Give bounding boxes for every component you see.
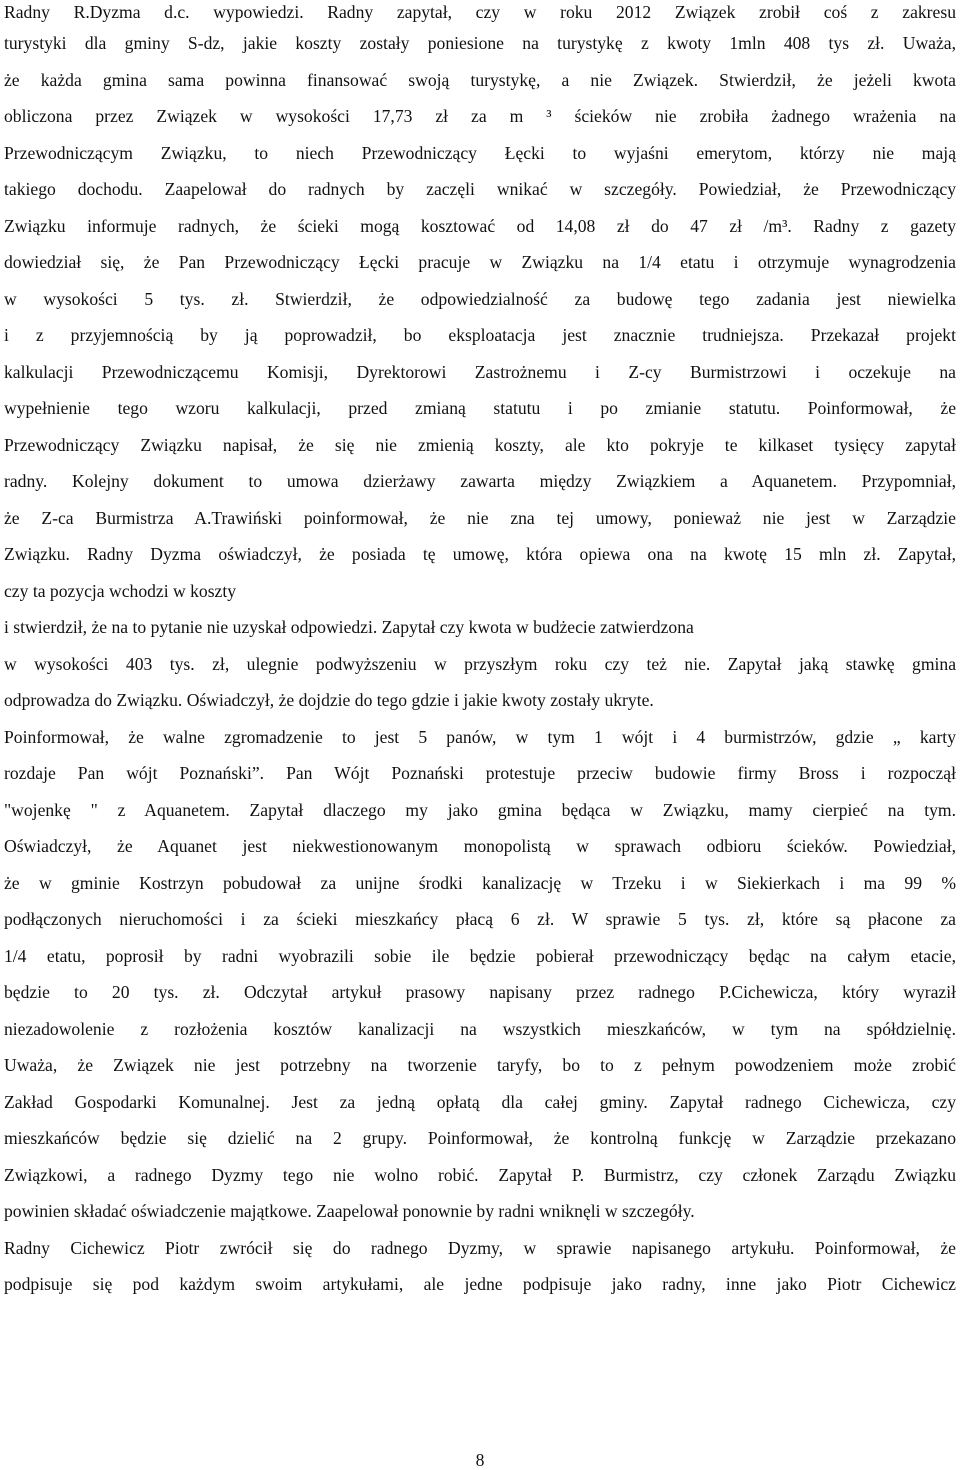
- text-line: że w gminie Kostrzyn pobudował za unijne środki kanalizację w Trzeku i w Siekierkach i ma 99 %: [4, 872, 956, 893]
- text-line: kalkulacji Przewodniczącemu Komisji, Dyrektorowi Zastrożnemu i Z-cy Burmistrzowi i oczekuje na: [4, 361, 956, 382]
- text-line: Uważa, że Związek nie jest potrzebny na tworzenie taryfy, bo to z pełnym powodzeniem może zrobić: [4, 1055, 956, 1075]
- text-line: powinien składać oświadczenie majątkowe. Zaapelował ponownie by radni wniknęli w szczegóły.: [4, 1201, 695, 1221]
- text-line: wypełnienie tego wzoru kalkulacji, przed zmianą statutu i po zmianie statutu. Poinformował, że: [4, 398, 956, 418]
- text-line: dowiedział się, że Pan Przewodniczący Łęcki pracuje w Związku na 1/4 etatu i otrzymuje wynagrodzenia: [4, 252, 956, 272]
- text-line: Radny Cichewicz Piotr zwrócił się do radnego Dyzmy, w sprawie napisanego artykułu. Poinformował, że: [4, 1237, 956, 1258]
- text-line: Przewodniczącym Związku, to niech Przewodniczący Łęcki to wyjaśni emerytom, którzy nie mają: [4, 142, 956, 163]
- text-line: mieszkańców będzie się dzielić na 2 grupy. Poinformował, że kontrolną funkcję w Zarządzie przekazano: [4, 1128, 956, 1148]
- text-line: niezadowolenie z rozłożenia kosztów kanalizacji na wszystkich mieszkańców, w tym na spółdzielnię.: [4, 1018, 956, 1039]
- text-line: i z przyjemnością by ją poprowadził, bo eksploatacja jest znacznie trudniejsza. Przekazał projekt: [4, 325, 956, 345]
- text-line: 1/4 etatu, poprosił by radni wyobrazili sobie ile będzie pobierał przewodniczący będąc na całym etacie,: [4, 945, 956, 966]
- text-line: podpisuje się pod każdym swoim artykułami, ale jedne podpisuje jako radny, inne jako Piotr Cichewicz: [4, 1274, 956, 1294]
- text-line: obliczona przez Związek w wysokości 17,73 zł za m ³ ścieków nie zrobiła żadnego wrażenia na: [4, 106, 956, 126]
- text-line: będzie to 20 tys. zł. Odczytał artykuł prasowy napisany przez radnego P.Cichewicza, który wyraził: [4, 982, 956, 1002]
- text-line: Poinformował, że walne zgromadzenie to jest 5 panów, w tym 1 wójt i 4 burmistrzów, gdzie „ karty: [4, 726, 956, 747]
- text-line: odprowadza do Związku. Oświadczył, że dojdzie do tego gdzie i jakie kwoty zostały ukryte.: [4, 690, 654, 710]
- text-line: Oświadczył, że Aquanet jest niekwestionowanym monopolistą w sprawach odbioru ścieków. Powiedział,: [4, 836, 956, 856]
- text-line: Związkowi, a radnego Dyzmy tego nie wolno robić. Zapytał P. Burmistrz, czy członek Zarządu Związku: [4, 1164, 956, 1185]
- text-line: turystyki dla gminy S-dz, jakie koszty zostały poniesione na turystykę z kwoty 1mln 408 tys zł. Uważa,: [4, 33, 956, 53]
- text-line: że Z-ca Burmistrza A.Trawiński poinformował, że nie zna tej umowy, ponieważ nie jest w Zarządzie: [4, 507, 956, 528]
- text-line: Zakład Gospodarki Komunalnej. Jest za jedną opłatą dla całej gminy. Zapytał radnego Cichewicza, czy: [4, 1091, 956, 1112]
- text-line: i stwierdził, że na to pytanie nie uzyskał odpowiedzi. Zapytał czy kwota w budżecie zatwierdzona: [4, 617, 694, 637]
- text-line: Związku informuje radnych, że ścieki mogą kosztować od 14,08 zł do 47 zł /m³. Radny z gazety: [4, 215, 956, 236]
- text-line: czy ta pozycja wchodzi w koszty: [4, 580, 237, 601]
- text-line: Związku. Radny Dyzma oświadczył, że posiada tę umowę, która opiewa ona na kwotę 15 mln zł. Zapytał,: [4, 544, 956, 564]
- page-number: 8: [475, 1450, 485, 1470]
- text-line: w wysokości 403 tys. zł, ulegnie podwyższeniu w przyszłym roku czy też nie. Zapytał jaką stawkę gmina: [4, 653, 956, 674]
- text-line: Przewodniczący Związku napisał, że się nie zmienią koszty, ale kto pokryje te kilkaset tysięcy zapytał: [4, 434, 956, 455]
- text-line: Radny R.Dyzma d.c. wypowiedzi. Radny zapytał, czy w roku 2012 Związek zrobił coś z zakresu: [4, 2, 956, 22]
- text-line: w wysokości 5 tys. zł. Stwierdził, że odpowiedzialność za budowę tego zadania jest niewielka: [4, 288, 956, 309]
- text-line: że każda gmina sama powinna finansować swoją turystykę, a nie Związek. Stwierdził, że jeżeli kwota: [4, 69, 956, 90]
- document-body: [4, 0, 956, 1303]
- text-line: "wojenkę " z Aquanetem. Zapytał dlaczego my jako gmina będąca w Związku, mamy cierpieć na tym.: [4, 799, 956, 820]
- text-line: rozdaje Pan wójt Poznański”. Pan Wójt Poznański protestuje przeciw budowie firmy Bross i rozpoczął: [4, 763, 956, 783]
- text-line: radny. Kolejny dokument to umowa dzierżawy zawarta między Związkiem a Aquanetem. Przypomniał,: [4, 471, 956, 491]
- text-line: podłączonych nieruchomości i za ścieki mieszkańcy płacą 6 zł. W sprawie 5 tys. zł, które są płacone za: [4, 909, 956, 929]
- text-line: takiego dochodu. Zaapelował do radnych by zaczęli wnikać w szczegóły. Powiedział, że Przewodniczący: [4, 179, 956, 199]
